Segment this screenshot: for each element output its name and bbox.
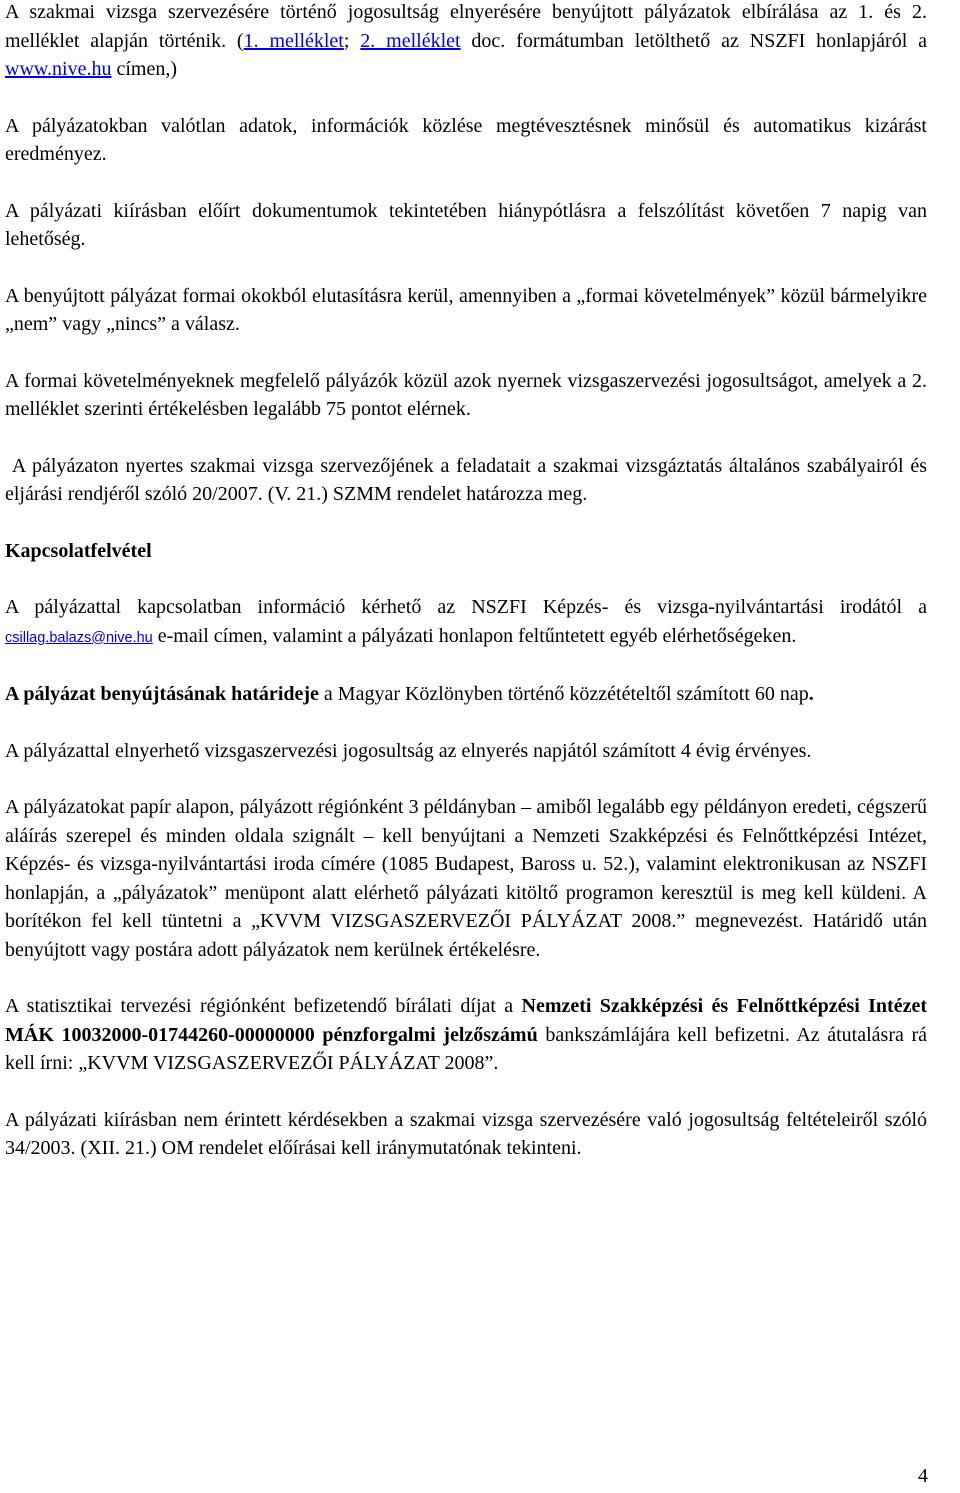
paragraph-fee: A statisztikai tervezési régiónként befizetendő bírálati díjat a Nemzeti Szakképzési és Felnőttképzési Intézet MÁK 10032000-01744260-00000000 pénzforgalmi jelzőszámú bankszámlájára kell befizetni. Az átutalásra rá kell írni: „KVVM VIZSGASZERVEZŐI PÁLYÁZAT 2008”. [5,995,928,1074]
link-annex-2[interactable]: 2. melléklet [360,29,461,52]
page-number: 4 [918,1465,928,1487]
paragraph-false-data: A pályázatokban valótlan adatok, információk közlése megtévesztésnek minősül és automatikus kizárást eredményez. [5,114,927,165]
paragraph-contact: A pályázattal kapcsolatban információ kérhető az NSZFI Képzés- és vizsga-nyilvántartási irodától a csillag.balazs@nive.hu e-mail címen, valamint a pályázati honlapon feltűntetett egyéb elérhetőségeken. [5,596,927,647]
paragraph-winners: A formai követelményeknek megfelelő pályázók közül azok nyernek vizsgaszervezési jogosultságot, amelyek a 2. melléklet szerinti értékelésben legalább 75 pontot elérnek. [5,369,927,420]
document-page [5,0,932,1163]
section-heading-contact: Kapcsolatfelvétel [5,539,152,562]
paragraph-regulation: A pályázati kiírásban nem érintett kérdésekben a szakmai vizsga szervezésére való jogosultság feltételeiről szóló 34/2003. (XII. 21.) OM rendelet előírásai kell iránymutatónak tekinteni. [5,1108,927,1159]
paragraph-submission: A pályázatokat papír alapon, pályázott régiónként 3 példányban – amiből legalább egy példányon eredeti, cégszerű aláírás szerepel és minden oldala szignált – kell benyújtani a Nemzeti Szakképzési és Felnőttképzési Intézet, Képzés- és vizsga-nyilvántartási iroda címére (1085 Budapest, Baross u. 52.), valamint elektronikusan az NSZFI honlapján, a „pályázatok” menüpont alatt elérhető pályázati kitöltő programon keresztül is meg kell küldeni. A borítékon fel kell tüntetni a „KVVM VIZSGASZERVEZŐI PÁLYÁZAT 2008.” megnevezést. Határidő után benyújtott vagy postára adott pályázatok nem kerülnek értékelésre. [5,796,927,961]
link-annex-1[interactable]: 1. melléklet [243,29,344,52]
paragraph-organizer-tasks: A pályázaton nyertes szakmai vizsga szervezőjének a feladatait a szakmai vizsgáztatás általános szabályairól és eljárási rendjéről szóló 20/2007. (V. 21.) SZMM rendelet határozza meg. [5,454,932,505]
link-nive-website[interactable]: www.nive.hu [5,58,112,80]
paragraph-validity: A pályázattal elnyerhető vizsgaszervezési jogosultság az elnyerés napjától számított 4 évig érvényes. [5,739,812,762]
paragraph-deadline: A pályázat benyújtásának határideje a Magyar Közlönyben történő közzétételtől számított 60 nap. [5,683,814,705]
paragraph-deficiency: A pályázati kiírásban előírt dokumentumok tekintetében hiánypótlásra a felszólítást követően 7 napig van lehetőség. [5,199,927,250]
email-link[interactable]: csillag.balazs@nive.hu [5,629,153,646]
paragraph-evaluation: A szakmai vizsga szervezésére történő jogosultság elnyerésére benyújtott pályázatok elbírálása az 1. és 2. melléklet alapján történik. (1. melléklet; 2. melléklet doc. formátumban letölthető az NSZFI honlapjáról a www.nive.hu címen,) [5,1,927,80]
paragraph-formal-rejection: A benyújtott pályázat formai okokból elutasításra kerül, amennyiben a „formai követelmények” közül bármelyikre „nem” vagy „nincs” a válasz. [5,284,927,335]
